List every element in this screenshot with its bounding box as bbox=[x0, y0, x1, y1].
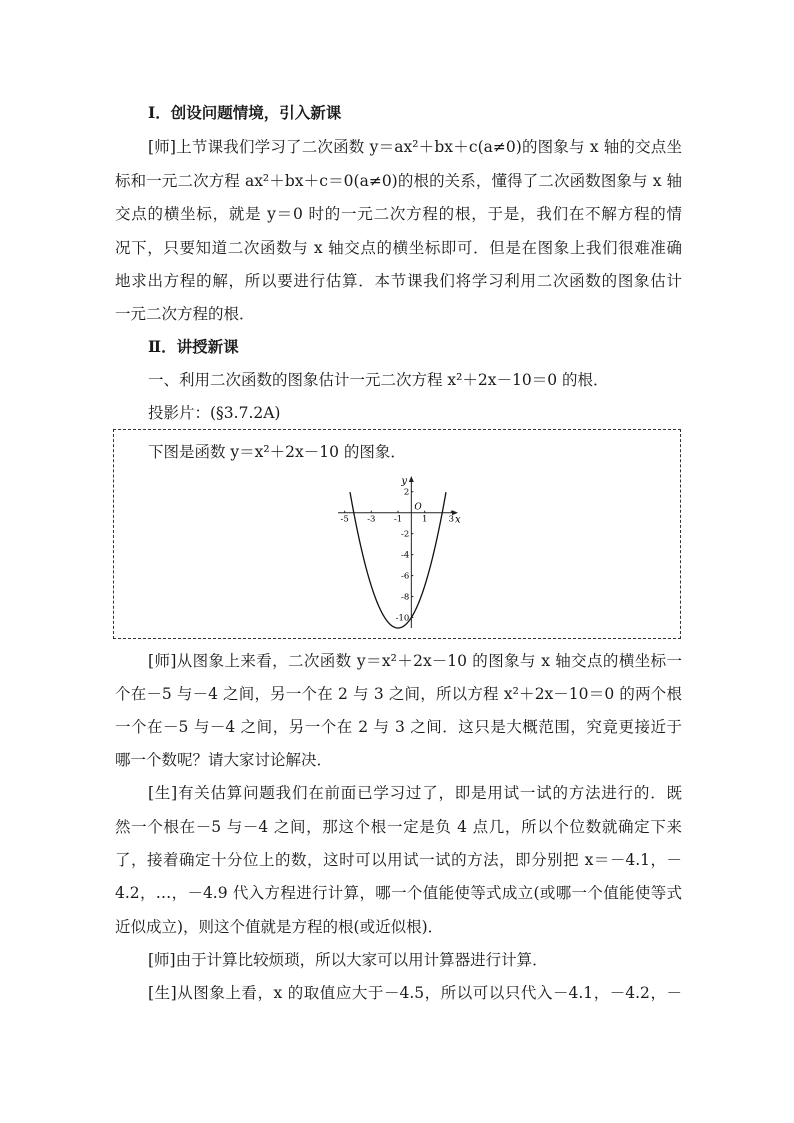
x-tick-label: 1 bbox=[421, 514, 428, 525]
box-caption: 下图是函数 y＝x²＋2x－10 的图象． bbox=[148, 443, 406, 461]
y-tick-label: -2 bbox=[401, 529, 410, 540]
slide-label: 投影片：(§3.7.2A) bbox=[148, 404, 281, 422]
y-tick-label: -6 bbox=[401, 571, 410, 582]
paragraph-line: 地求出方程的解，所以要进行估算．本节课我们将学习利用二次函数的图象估计 bbox=[115, 272, 682, 290]
x-tick-label: 3 bbox=[448, 514, 455, 525]
x-tick-label: -5 bbox=[340, 514, 349, 525]
paragraph-line: [生]从图象上看，x 的取值应大于－4.5，所以可以只代入－4.1，－4.2，－ bbox=[148, 984, 682, 1002]
paragraph-line: 个在－5 与－4 之间，另一个在 2 与 3 之间，所以方程 x²＋2x－10＝0 的两个根 bbox=[115, 685, 682, 703]
y-axis-arrow bbox=[409, 476, 414, 482]
section2-heading: Ⅱ．讲授新课 bbox=[148, 337, 239, 356]
paragraph-line: 一元二次方程的根． bbox=[115, 305, 255, 323]
paragraph-line: 况下，只要知道二次函数与 x 轴交点的横坐标即可．但是在图象上我们很难准确 bbox=[115, 239, 682, 257]
x-tick-label: -3 bbox=[367, 514, 376, 525]
y-tick-label: -4 bbox=[401, 550, 410, 561]
graph-ticks bbox=[341, 488, 455, 624]
graph-axes bbox=[338, 476, 461, 628]
paragraph-line: [生]有关估算问题我们在前面已学习过了，即是用试一试的方法进行的．既 bbox=[148, 784, 682, 802]
section1-heading: Ⅰ．创设问题情境，引入新课 bbox=[148, 103, 342, 122]
paragraph-line: [师]上节课我们学习了二次函数 y＝ax²＋bx＋c(a≠0)的图象与 x 轴的交点坐 bbox=[148, 138, 682, 156]
paragraph-line: 哪一个数呢？请大家讨论解决． bbox=[115, 751, 333, 769]
paragraph-line: 一个在－5 与－4 之间，另一个在 2 与 3 之间．这只是大概范围，究竟更接近于 bbox=[115, 718, 682, 736]
origin-label: O bbox=[414, 502, 422, 513]
x-axis-label: x bbox=[455, 514, 461, 526]
paragraph-line: 交点的横坐标，就是 y＝0 时的一元二次方程的根，于是，我们在不解方程的情 bbox=[115, 205, 682, 223]
parabola-graph bbox=[334, 470, 464, 632]
y-tick-label: -10 bbox=[395, 613, 410, 624]
y-axis-label: y bbox=[401, 476, 407, 487]
paragraph-line: [师]由于计算比较烦琐，所以大家可以用计算器进行计算． bbox=[148, 951, 548, 969]
paragraph-line: 然一个根在－5 与－4 之间，那这个根一定是负 4 点几，所以个位数就确定下来 bbox=[115, 818, 682, 836]
paragraph-line: 标和一元二次方程 ax²＋bx＋c＝0(a≠0)的根的关系，懂得了二次函数图象与 x 轴 bbox=[115, 172, 682, 190]
paragraph-line: 近似成立)，则这个值就是方程的根(或近似根)． bbox=[115, 918, 444, 936]
y-tick-label: 2 bbox=[403, 487, 410, 498]
paragraph-line: 了，接着确定十分位上的数，这时可以用试一试的方法，即分别把 x＝－4.1，－ bbox=[115, 851, 682, 869]
y-tick-label: -8 bbox=[401, 592, 410, 603]
paragraph-line: [师]从图象上来看，二次函数 y＝x²＋2x－10 的图象与 x 轴交点的横坐标一 bbox=[148, 652, 682, 670]
x-tick-label: -1 bbox=[393, 514, 403, 525]
slide-box bbox=[113, 429, 681, 639]
section2-subheading: 一、利用二次函数的图象估计一元二次方程 x²＋2x－10＝0 的根． bbox=[148, 371, 609, 389]
paragraph-line: 4.2，…，－4.9 代入方程进行计算，哪一个值能使等式成立(或哪一个值能使等式 bbox=[115, 884, 682, 902]
